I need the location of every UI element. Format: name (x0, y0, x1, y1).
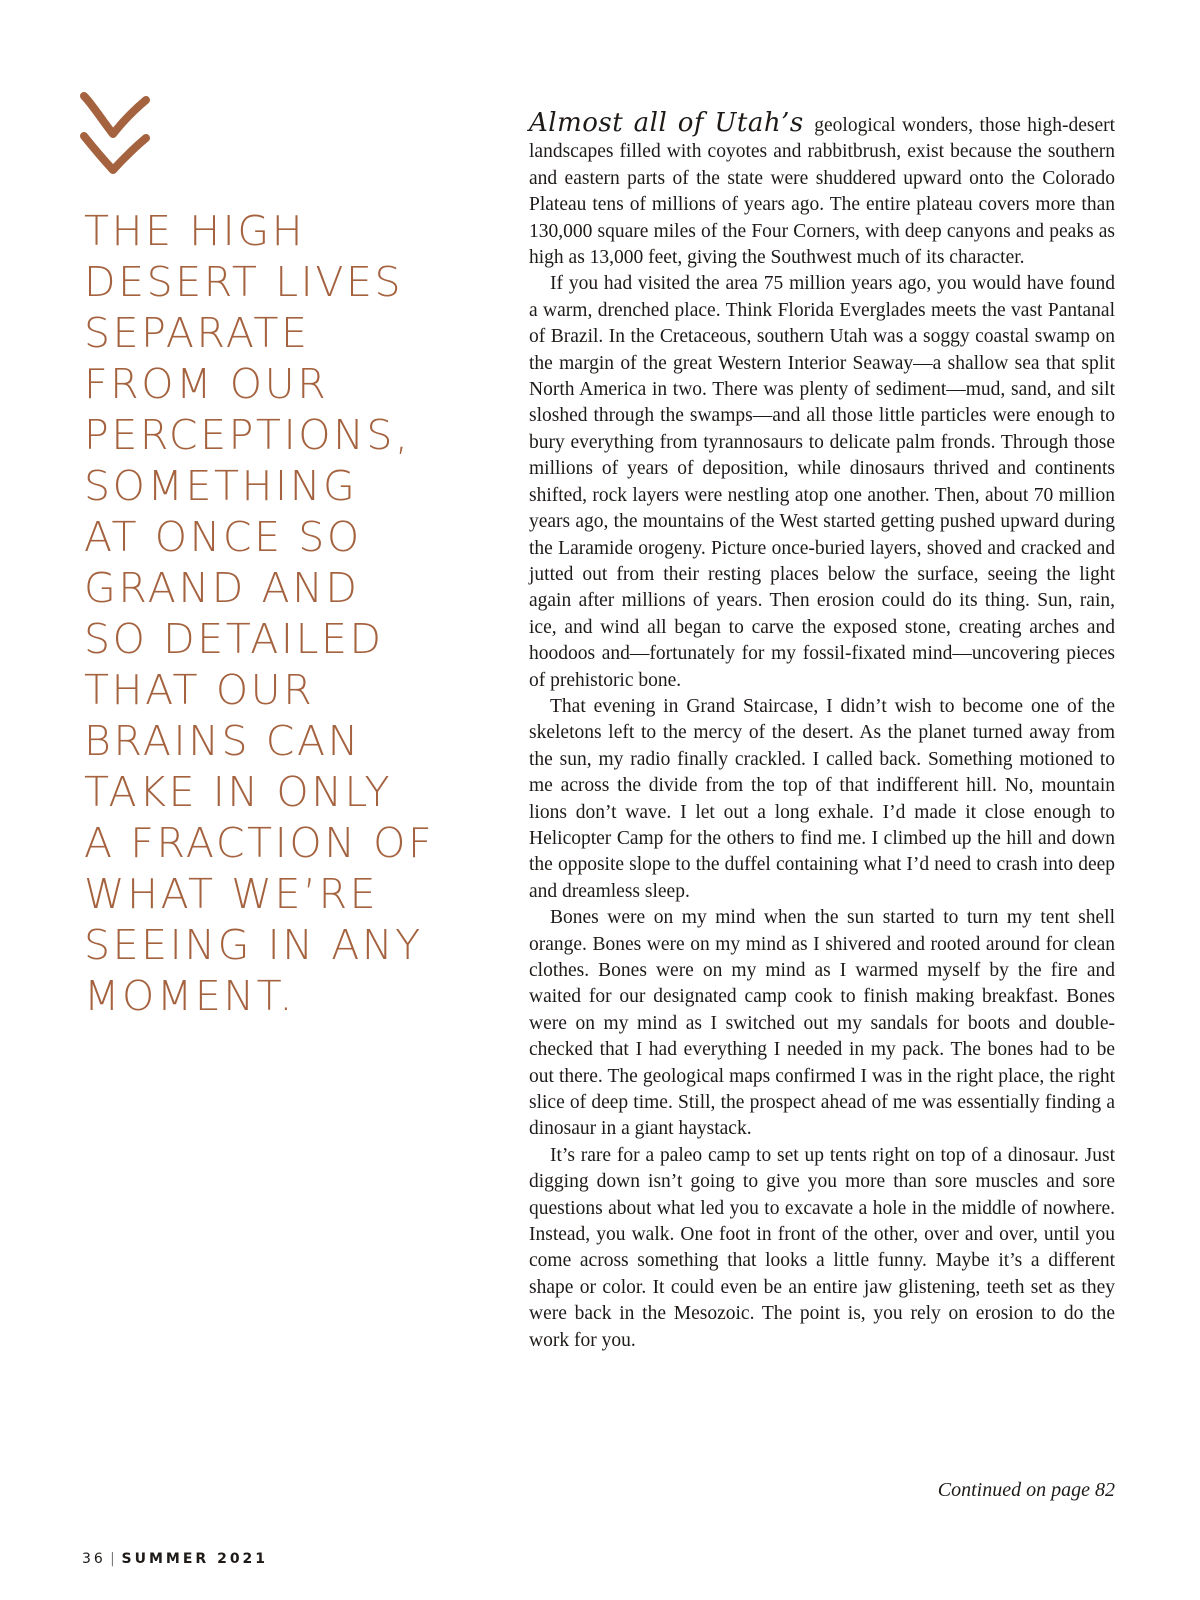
pull-quote-line: PERCEPTIONS, (84, 411, 411, 459)
page-number: 36 (82, 1551, 106, 1567)
pull-quote-line: DESERT LIVES (84, 258, 404, 306)
continued-note: Continued on page 82 (937, 1479, 1115, 1501)
pull-quote-line: BRAINS CAN (84, 717, 361, 765)
pull-quote-line: SO DETAILED (84, 615, 384, 663)
page-folio (82, 1551, 268, 1567)
pull-quote-line: THE HIGH (84, 207, 306, 255)
article-paragraph (529, 110, 1115, 271)
pull-quote-line: SOMETHING (84, 462, 358, 510)
pull-quote-line: TAKE IN ONLY (84, 768, 393, 816)
chevron-logo-icon (78, 90, 152, 182)
article-paragraph: That evening in Grand Staircase, I didn’t wish to become one of the skeletons left to the mercy of the desert. As the planet turned away from the sun, my radio finally crackled. I called back. Something motioned to me across the divide from the top of that indifferent hill. No, mountain lions don’t wave. I let out a long exhale. I’d made it close enough to Helicopter Camp for the others to find me. I climbed up the hill and down the opposite slope to the duffel containing what I’d need to crash into deep and dreamless sleep. (529, 695, 1115, 902)
pull-quote-line: SEPARATE (84, 309, 310, 357)
article-paragraph: It’s rare for a paleo camp to set up tents right on top of a dinosaur. Just digging down isn’t going to give you more than sore muscles and sore questions about what led you to excavate a hole in the middle of nowhere. Instead, you walk. One foot in front of the other, over and over, until you come across something that looks a little funny. Maybe it’s a different shape or color. It could even be an entire jaw glistening, teeth set as they were back in the Mesozoic. The point is, you rely on erosion to do the work for you. (529, 1144, 1115, 1351)
pull-quote (84, 206, 484, 1022)
pull-quote-line: MOMENT. (84, 972, 296, 1020)
pull-quote-line: THAT OUR (84, 666, 315, 714)
pull-quote-line: GRAND AND (84, 564, 360, 612)
pull-quote-line: SEEING IN ANY (84, 921, 423, 969)
pull-quote-line: FROM OUR (84, 360, 329, 408)
article-paragraph: Bones were on my mind when the sun started to turn my tent shell orange. Bones were on my mind as I shivered and rooted around for clean clothes. Bones were on my mind as I warmed myself by the fire and waited for our designated camp cook to finish making breakfast. Bones were on my mind as I switched out my sandals for boots and double-checked that I had everything I needed in my pack. The bones had to be out there. The geological maps confirmed I was in the right place, the right slice of deep time. Still, the prospect ahead of me was essentially finding a dinosaur in a giant haystack. (529, 907, 1115, 1140)
folio-separator: | (109, 1551, 118, 1567)
pull-quote-line: A FRACTION OF (84, 819, 435, 867)
issue-label: SUMMER 2021 (121, 1551, 269, 1567)
lead-in: Almost all of Utah’s (529, 108, 804, 138)
paragraph-text: geological wonders, those high-desert landscapes filled with coyotes and rabbitbrush, exist because the southern and eastern parts of the state were shuddered upward onto the Colorado Plateau tens of millions of years ago. The entire plateau covers more than 130,000 square miles of the Four Corners, with deep canyons and peaks as high as 13,000 feet, giving the Southwest much of its character. (529, 115, 1116, 269)
pull-quote-line: WHAT WE’RE (84, 870, 379, 918)
article-body (529, 110, 1115, 1354)
pull-quote-line: AT ONCE SO (84, 513, 362, 561)
article-paragraph: If you had visited the area 75 million years ago, you would have found a warm, drenched place. Think Florida Everglades meets the vast Pantanal of Brazil. In the Cretaceous, southern Utah was a soggy coastal swamp on the margin of the great Western Interior Seaway—a shallow sea that split North America in two. There was plenty of sediment—mud, sand, and silt sloshed through the swamps—and all those little particles were enough to bury everything from tyrannosaurs to delicate palm fronds. Through those millions of years of deposition, while dinosaurs thrived and continents shifted, rock layers were nestling atop one another. Then, about 70 million years ago, the mountains of the West started getting pushed upward during the Laramide orogeny. Picture once-buried layers, shoved and cracked and jutted out from their resting places below the surface, seeing the light again after millions of years. Then erosion could do its thing. Sun, rain, ice, and wind all began to carve the exposed stone, creating arches and hoodoos and—fortunately for my fossil-fixated mind—uncovering pieces of prehistoric bone. (529, 273, 1115, 691)
